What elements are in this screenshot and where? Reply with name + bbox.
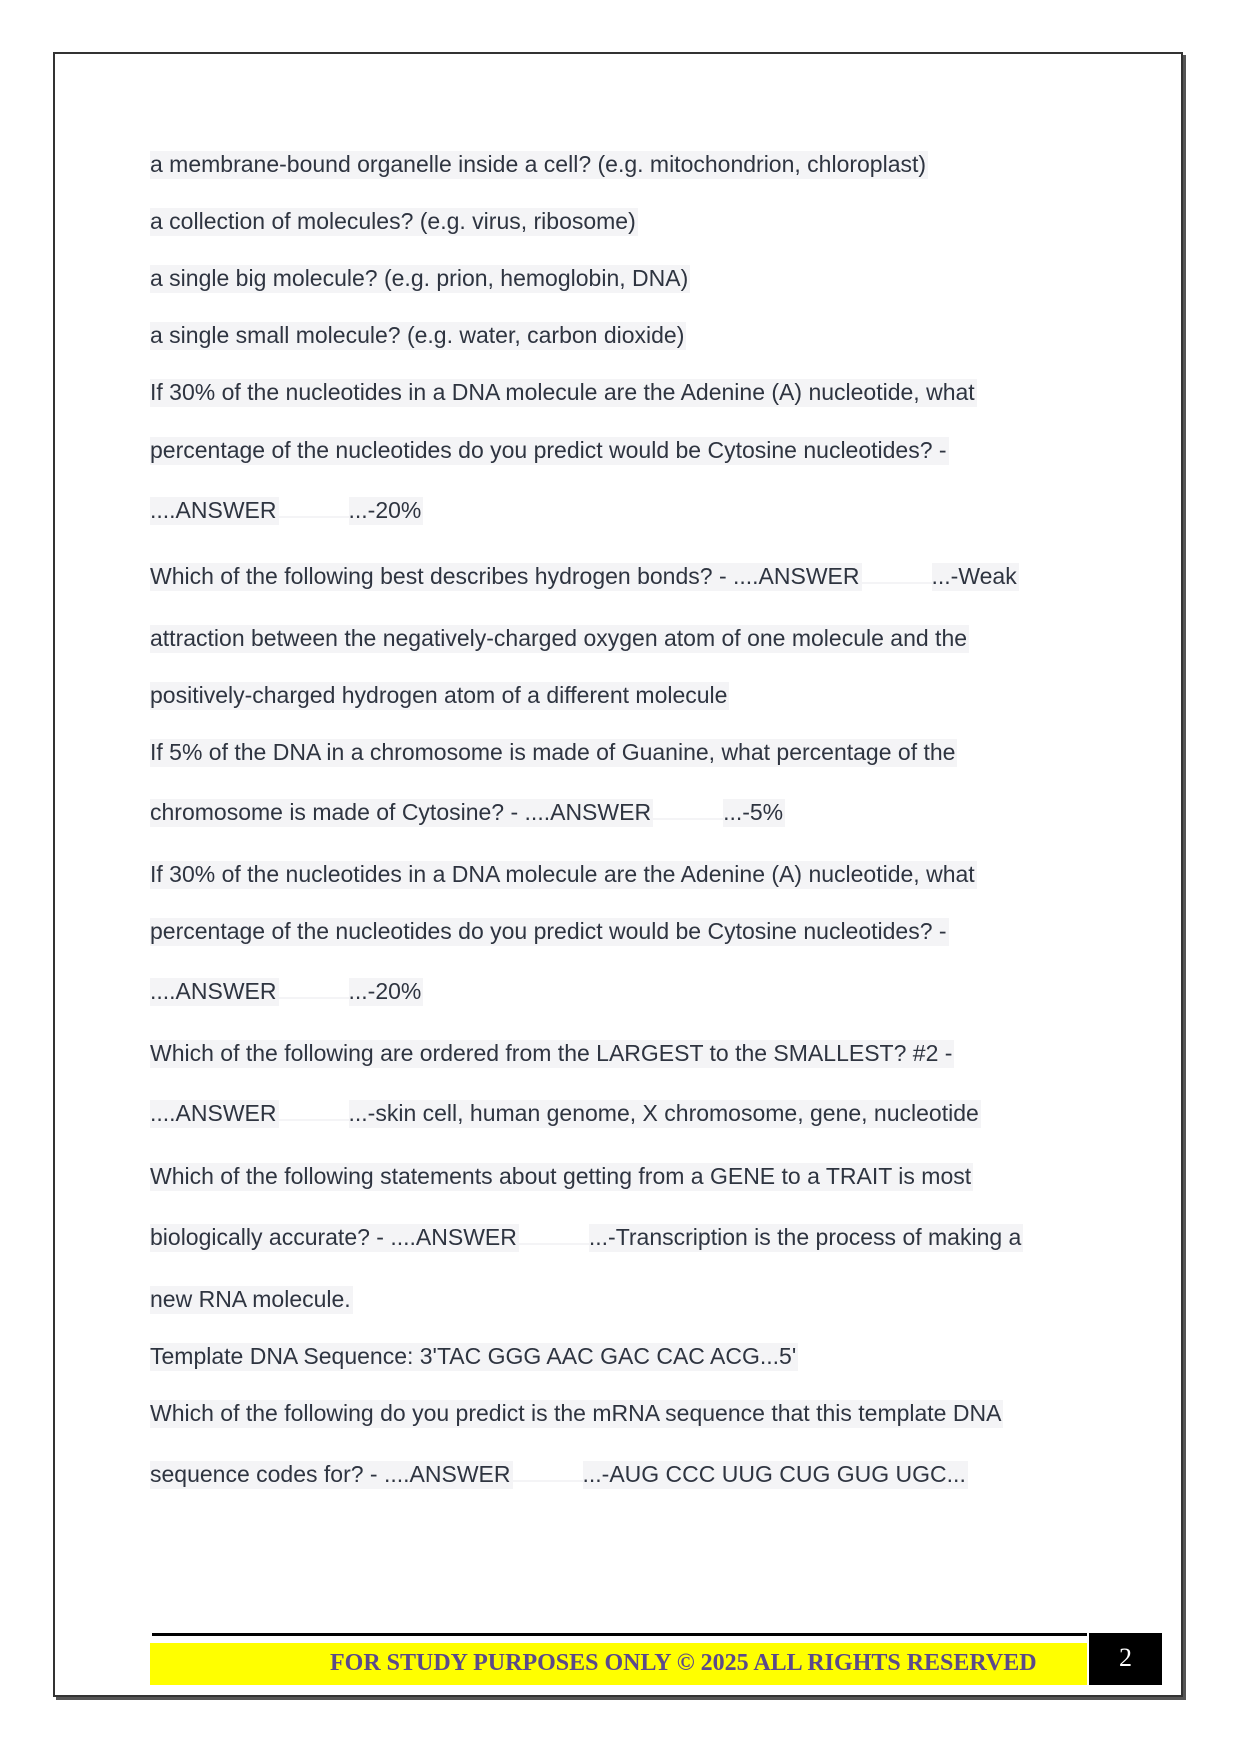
line-text: Which of the following statements about getting from a GENE to a TRAIT is most: [150, 1163, 972, 1189]
text-line: [150, 735, 957, 769]
text-line: [150, 914, 949, 948]
answer-value: ...-20%: [348, 978, 422, 1004]
answer-gap: [279, 516, 349, 518]
question-answer-line: [150, 1457, 968, 1491]
footer-rule: [152, 1633, 1087, 1636]
text-line: [150, 318, 686, 352]
text-line: [150, 147, 928, 181]
text-line: [150, 1036, 954, 1070]
answer-label: ....ANSWER: [150, 978, 277, 1004]
line-text: If 5% of the DNA in a chromosome is made of Guanine, what percentage of the: [150, 739, 956, 765]
answer-value: ...-skin cell, human genome, X chromosome, gene, nucleotide: [348, 1100, 979, 1126]
text-line: [150, 433, 949, 467]
question-answer-line: [150, 795, 785, 829]
answer-value: ...-AUG CCC UUG CUG GUG UGC...: [582, 1461, 966, 1487]
question-text: sequence codes for? - ....ANSWER: [150, 1461, 511, 1487]
text-line: [150, 1159, 973, 1193]
answer-value: ...-Transcription is the process of making a: [588, 1224, 1022, 1250]
line-text: percentage of the nucleotides do you predict would be Cytosine nucleotides? -: [150, 437, 947, 463]
text-line: [150, 261, 690, 295]
answer-value: ...-5%: [723, 799, 784, 825]
question-text: biologically accurate? - ....ANSWER: [150, 1224, 517, 1250]
line-text: attraction between the negatively-charged oxygen atom of one molecule and the: [150, 625, 968, 651]
text-line: [150, 1282, 353, 1316]
answer-value: ...-Weak: [931, 563, 1017, 589]
answer-gap: [279, 1119, 349, 1121]
line-text: new RNA molecule.: [150, 1286, 351, 1312]
answer-label: ....ANSWER: [150, 1100, 277, 1126]
line-text: If 30% of the nucleotides in a DNA molecule are the Adenine (A) nucleotide, what: [150, 861, 975, 887]
answer-gap: [862, 582, 932, 584]
text-line: [150, 678, 729, 712]
line-text: percentage of the nucleotides do you predict would be Cytosine nucleotides? -: [150, 918, 947, 944]
text-line: [150, 1396, 1003, 1430]
answer-label: ....ANSWER: [150, 497, 277, 523]
page-number: 2: [1089, 1633, 1162, 1685]
line-text: If 30% of the nucleotides in a DNA molecule are the Adenine (A) nucleotide, what: [150, 379, 975, 405]
question-text: Which of the following best describes hydrogen bonds? - ....ANSWER: [150, 563, 860, 589]
footer-copyright: FOR STUDY PURPOSES ONLY © 2025 ALL RIGHTS RESERVED: [330, 1650, 1037, 1676]
text-line: [150, 1339, 798, 1373]
line-text: a single big molecule? (e.g. prion, hemoglobin, DNA): [150, 265, 689, 291]
answer-gap: [513, 1480, 583, 1482]
question-answer-line: [150, 559, 1019, 593]
answer-line: [150, 1096, 981, 1130]
answer-gap: [653, 818, 723, 820]
text-line: [150, 375, 977, 409]
answer-line: [150, 974, 423, 1008]
line-text: Which of the following do you predict is the mRNA sequence that this template DNA: [150, 1400, 1002, 1426]
answer-value: ...-20%: [348, 497, 422, 523]
question-text: chromosome is made of Cytosine? - ....ANSWER: [150, 799, 652, 825]
text-line: [150, 857, 977, 891]
answer-line: [150, 493, 423, 527]
text-line: [150, 204, 638, 238]
line-text: Which of the following are ordered from the LARGEST to the SMALLEST? #2 -: [150, 1040, 953, 1066]
line-text: a single small molecule? (e.g. water, carbon dioxide): [150, 322, 685, 348]
question-answer-line: [150, 1220, 1023, 1254]
answer-gap: [279, 997, 349, 999]
text-line: [150, 621, 969, 655]
line-text: a membrane-bound organelle inside a cell? (e.g. mitochondrion, chloroplast): [150, 151, 927, 177]
line-text: positively-charged hydrogen atom of a different molecule: [150, 682, 728, 708]
line-text: Template DNA Sequence: 3'TAC GGG AAC GAC CAC ACG...5': [150, 1343, 797, 1369]
answer-gap: [519, 1243, 589, 1245]
line-text: a collection of molecules? (e.g. virus, ribosome): [150, 208, 636, 234]
